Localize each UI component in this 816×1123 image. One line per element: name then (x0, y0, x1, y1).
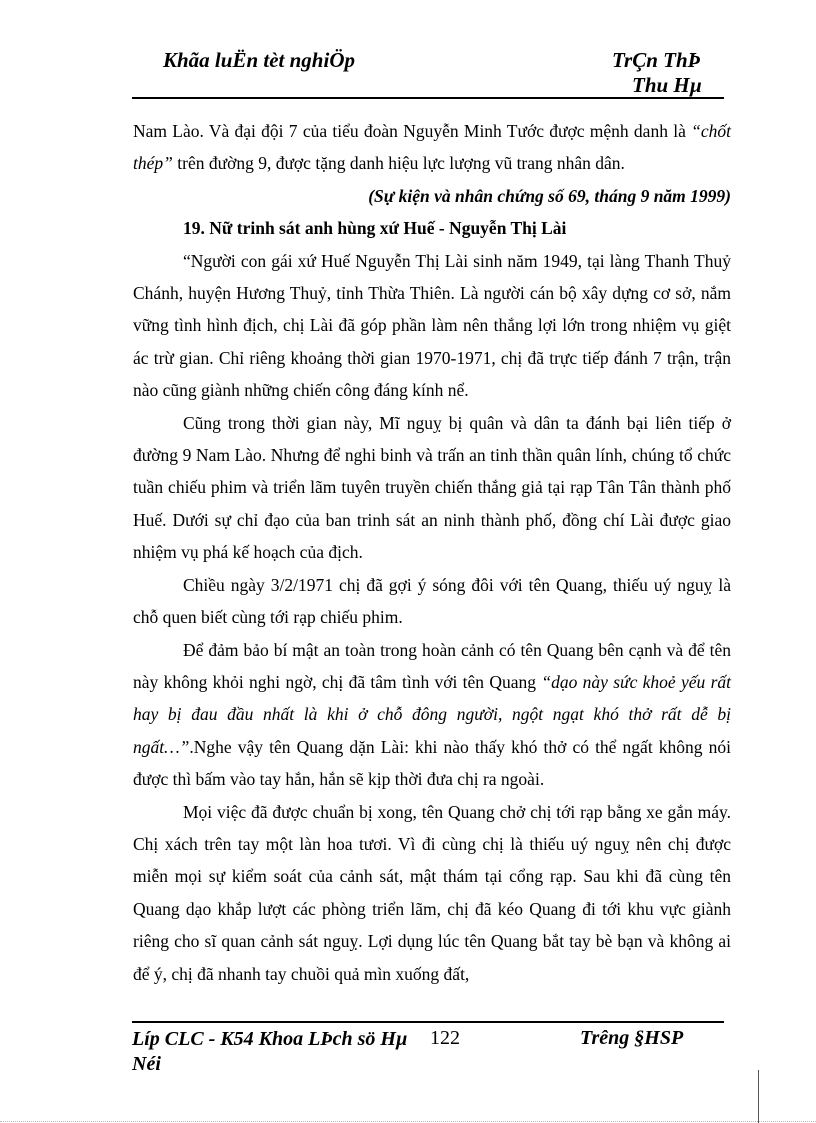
header-left-title: Khãa luËn tèt nghiÖp (163, 48, 355, 72)
paragraph: “Người con gái xứ Huế Nguyễn Thị Lài sinh năm 1949, tại làng Thanh Thuỷ Chánh, huyện Hương Thuỷ, tỉnh Thừa Thiên. Là người cán bộ xây dựng cơ sở, nắm vững tình hình địch, chị Lài đã góp phần làm nên thắng lợi lớn trong nhiệm vụ giệt ác trừ gian. Chỉ riêng khoảng thời gian 1970-1971, chị đã trực tiếp đánh 7 trận, trận nào cũng giành những chiến công đáng kính nể. (133, 250, 731, 401)
footer-school: Trêng §HSP (580, 1027, 684, 1049)
page-bottom-edge (0, 1121, 816, 1122)
page-number: 122 (430, 1027, 460, 1049)
header-divider (132, 97, 724, 99)
header-author-line2: Thu Hµ (632, 73, 702, 97)
footer-class-info: Líp CLC - K54 Khoa LÞch sö Hµ Néi (132, 1028, 408, 1075)
paragraph: Chiều ngày 3/2/1971 chị đã gợi ý sóng đôi với tên Quang, thiếu uý nguỵ là chỗ quen biết cùng tới rạp chiếu phim. (133, 574, 731, 628)
paragraph-continued (133, 115, 731, 180)
paragraph (133, 634, 731, 796)
paragraph-text: trên đường 9, được tặng danh hiệu lực lượng vũ trang nhân dân. (172, 153, 625, 174)
section-heading: 19. Nữ trinh sát anh hùng xứ Huế - Nguyễn Thị Lài (183, 218, 567, 239)
paragraph-text: .Nghe vậy tên Quang dặn Lài: khi nào thấy khó thở có thể ngất không nói được thì bấm vào tay hắn, hắn sẽ kịp thời đưa chị ra ngoài. (133, 736, 731, 790)
quoted-phrase: “chốt thép” (133, 121, 732, 174)
paragraph: Cũng trong thời gian này, Mĩ nguỵ bị quân và dân ta đánh bại liên tiếp ở đường 9 Nam Lào. Nhưng để nghi binh và trấn an tinh thần quân lính, chúng tổ chức tuần chiếu phim và triển lãm tuyên truyền chiến thắng giả tại rạp Tân Tân thành phố Huế. Dưới sự chỉ đạo của ban trinh sát an ninh thành phố, đồng chí Lài được giao nhiệm vụ phá kế hoạch của địch. (133, 412, 731, 563)
footer-divider (132, 1021, 724, 1023)
header-author-line1: TrÇn ThÞ (612, 48, 701, 72)
quoted-phrase: “dạo này sức khoẻ yếu rất hay bị đau đầu nhất là khi ở chỗ đông người, ngột ngạt khó thở rất dễ bị ngất…” (133, 671, 731, 757)
page-corner-mark (758, 1070, 759, 1123)
page-body (133, 115, 731, 990)
paragraph-text: Để đảm bảo bí mật an toàn trong hoàn cảnh có tên Quang bên cạnh và để tên này không khỏi nghi ngờ, chị đã tâm tình với tên Quang (133, 639, 731, 692)
paragraph-text: Nam Lào. Và đại đội 7 của tiểu đoàn Nguyễn Minh Tước được mệnh danh là (133, 121, 686, 141)
paragraph: Mọi việc đã được chuẩn bị xong, tên Quang chở chị tới rạp bằng xe gắn máy. Chị xách trên tay một làn hoa tươi. Vì đi cùng chị là thiếu uý nguỵ nên chị được miễn mọi sự kiểm soát của cảnh sát, mật thám tại cổng rạp. Sau khi đã cùng tên Quang dạo khắp lượt các phòng triển lãm, chị đã kéo Quang đi tới khu vực giành riêng cho sĩ quan cảnh sát nguỵ. Lợi dụng lúc tên Quang bắt tay bè bạn và không ai để ý, chị đã nhanh tay chuồi quả mìn xuống đất, (133, 801, 731, 984)
source-citation: (Sự kiện và nhân chứng số 69, tháng 9 năm 1999) (368, 185, 731, 206)
